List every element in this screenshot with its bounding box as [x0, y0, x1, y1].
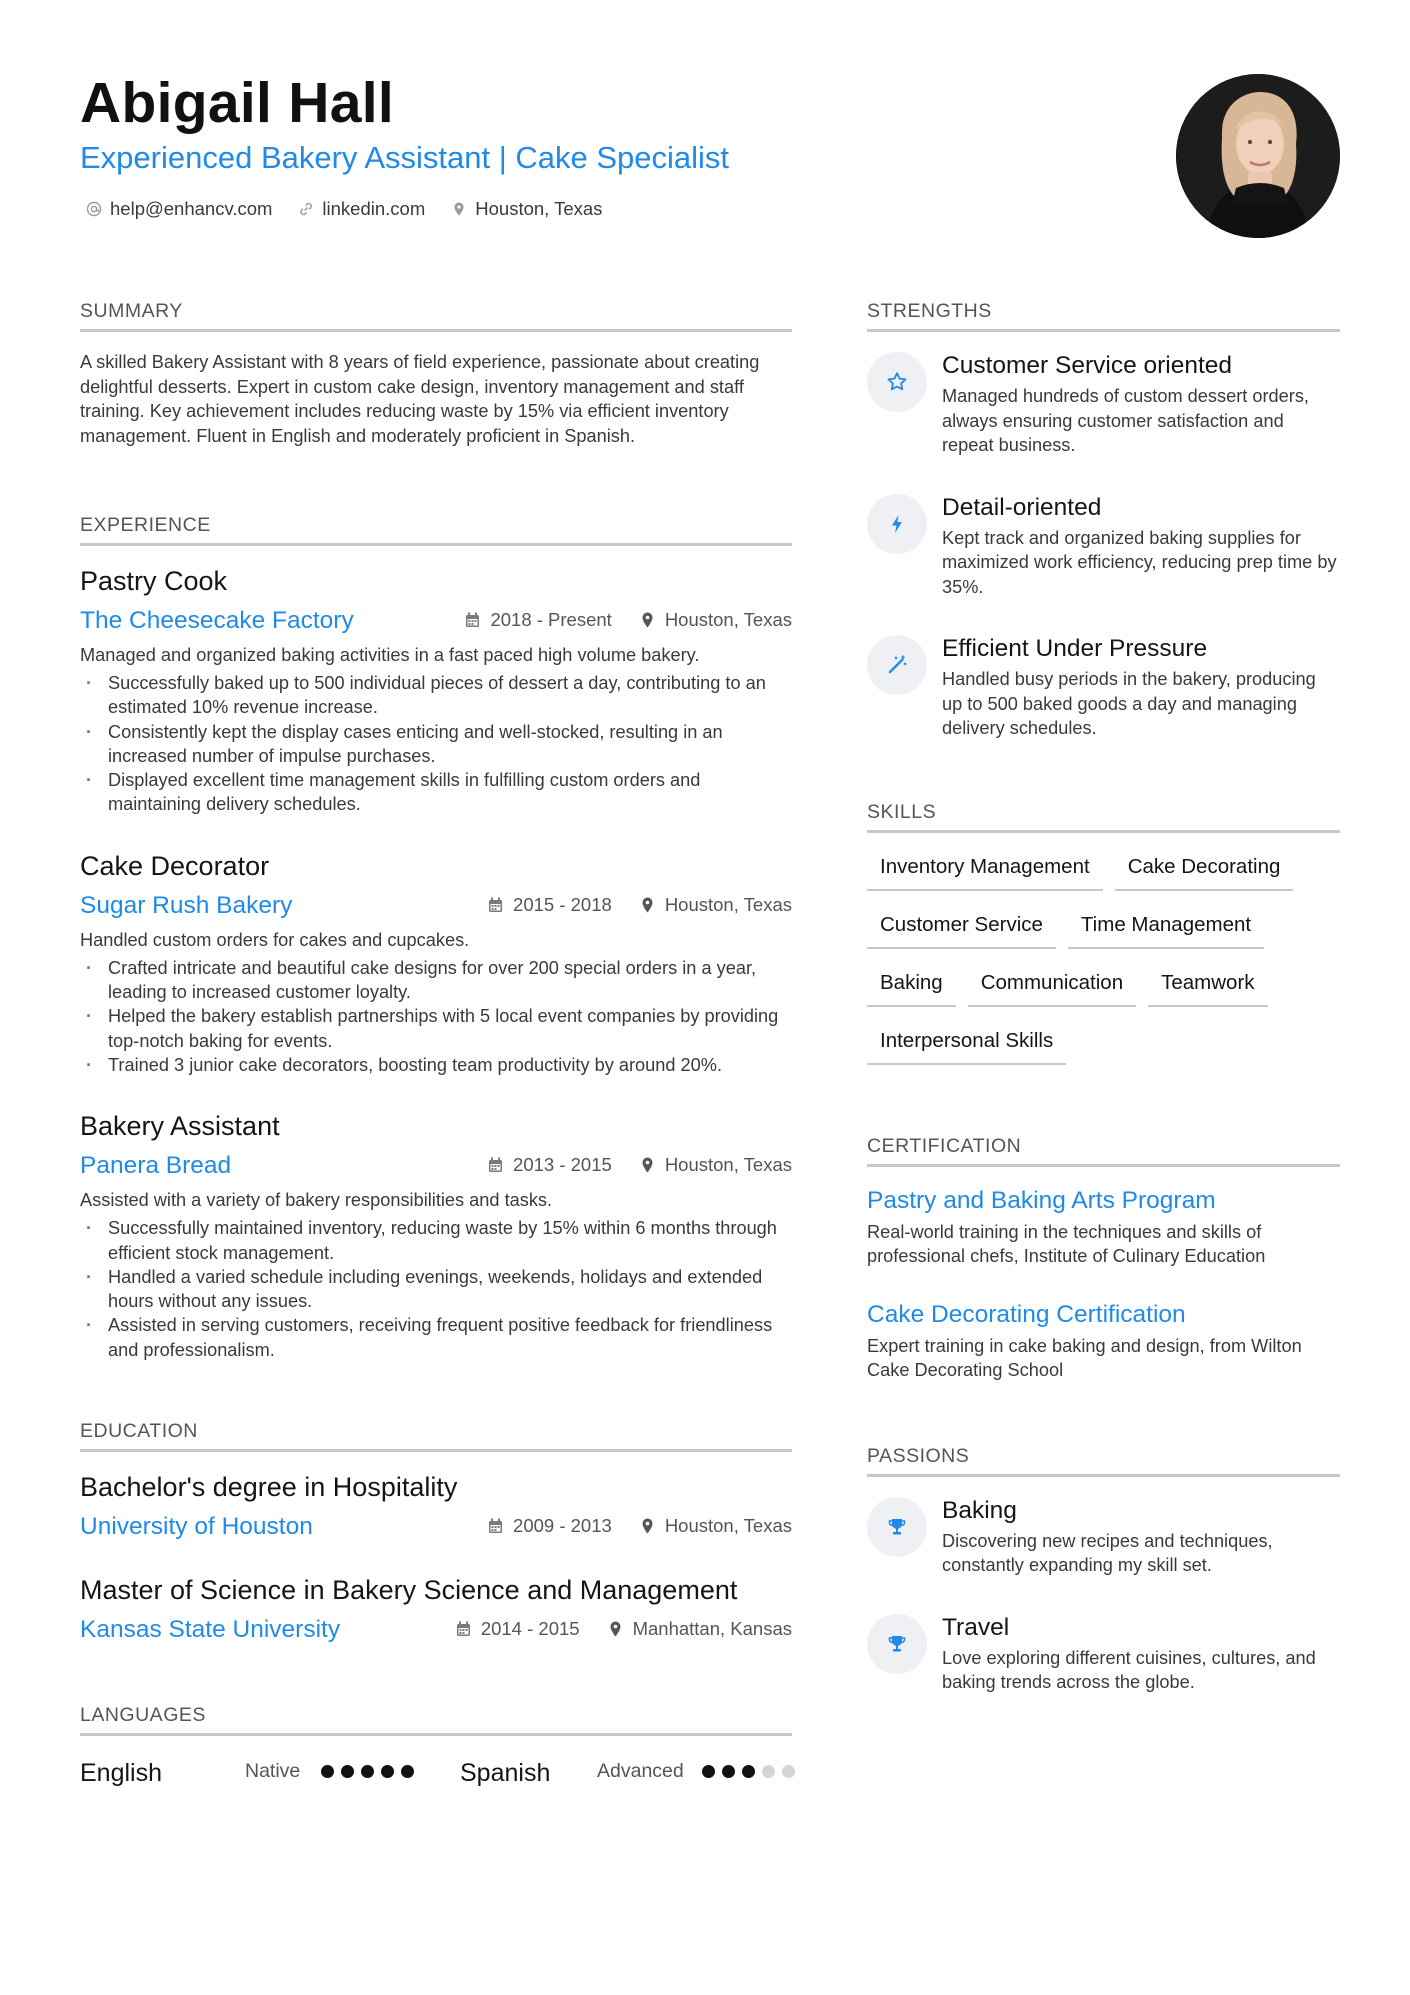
- job-meta-right: [488, 1154, 792, 1176]
- bolt-icon: [885, 512, 909, 536]
- job-bullets: [80, 956, 792, 1077]
- star-icon: [885, 370, 909, 394]
- strength-description: Handled busy periods in the bakery, producing up to 500 baked goods a day and managing delivery schedules.: [942, 669, 1316, 738]
- strength-body: [942, 635, 1340, 741]
- at-icon: [86, 201, 102, 217]
- skills-list: [867, 849, 1340, 1065]
- education-dates-text: 2009 - 2013: [513, 1515, 612, 1537]
- contact-email[interactable]: [86, 198, 272, 220]
- education-location-text: Manhattan, Kansas: [632, 1618, 792, 1640]
- education-location: [640, 1515, 792, 1537]
- passion-body: [942, 1614, 1340, 1695]
- education-section: [80, 1420, 792, 1646]
- job-title: Pastry Cook: [80, 566, 228, 596]
- job-bullet: · Successfully maintained inventory, reducing waste by 15% within 6 months through efficient stock management.: [80, 1216, 792, 1265]
- company-name: The Cheesecake Factory: [80, 607, 354, 634]
- profile-photo-illustration: [1176, 74, 1340, 238]
- experience-item: [80, 566, 792, 817]
- location-pin-icon: [640, 612, 655, 628]
- job-meta-right: [488, 894, 792, 916]
- job-bullet: · Helped the bakery establish partnerships with 5 local event companies by providing top-notch baking for events.: [80, 1004, 792, 1053]
- languages-heading: LANGUAGES: [80, 1704, 792, 1736]
- right-column: [867, 300, 1340, 1695]
- passion-body: [942, 1497, 1340, 1578]
- job-bullet: · Crafted intricate and beautiful cake designs for over 200 special orders in a year, leading to increased customer loyalty.: [80, 956, 792, 1005]
- strengths-section: [867, 300, 1340, 741]
- contact-location: [451, 198, 602, 220]
- job-bullet: · Displayed excellent time management skills in fulfilling custom orders and maintaining delivery schedules.: [80, 768, 792, 817]
- strength-icon-badge: [867, 635, 927, 695]
- language-name: English: [80, 1758, 162, 1787]
- candidate-headline: Experienced Bakery Assistant | Cake Specialist: [80, 140, 730, 175]
- experience-heading: EXPERIENCE: [80, 514, 792, 546]
- skill-tag: Interpersonal Skills: [867, 1023, 1066, 1065]
- magic-wand-icon: [885, 653, 909, 677]
- job-location: [640, 1154, 792, 1176]
- location-pin-icon: [451, 201, 467, 217]
- job-meta: [80, 1150, 792, 1182]
- education-heading: EDUCATION: [80, 1420, 792, 1452]
- education-dates: [488, 1515, 612, 1537]
- experience-item: [80, 1111, 792, 1362]
- strength-title: Efficient Under Pressure: [942, 635, 1208, 662]
- language-name: Spanish: [460, 1758, 551, 1787]
- job-meta: [80, 890, 792, 922]
- education-meta: [80, 1614, 792, 1646]
- calendar-icon: [465, 612, 480, 628]
- school-name: University of Houston: [80, 1513, 313, 1541]
- job-meta-right: [465, 609, 792, 631]
- education-item: [80, 1575, 792, 1646]
- strength-item: [867, 352, 1340, 458]
- rating-dot: [361, 1765, 374, 1778]
- languages-section: [80, 1704, 792, 1790]
- strength-title: Detail-oriented: [942, 493, 1102, 521]
- job-location-text: Houston, Texas: [664, 1154, 792, 1176]
- language-level: Native: [245, 1760, 301, 1783]
- summary-heading: SUMMARY: [80, 300, 792, 332]
- education-meta: [80, 1511, 792, 1543]
- job-location-text: Houston, Texas: [664, 609, 792, 630]
- job-dates: [488, 894, 612, 916]
- school-name: Kansas State University: [80, 1616, 341, 1644]
- education-location-text: Houston, Texas: [664, 1515, 792, 1537]
- location-pin-icon: [640, 1518, 655, 1534]
- strength-body: [942, 494, 1340, 600]
- passions-section: [867, 1445, 1340, 1695]
- job-location-text: Houston, Texas: [664, 893, 792, 915]
- language-level: Advanced: [597, 1760, 684, 1783]
- rating-dot: [742, 1765, 755, 1778]
- strength-description: Kept track and organized baking supplies for maximized work efficiency, reducing prep time by 35%.: [942, 527, 1337, 597]
- job-dates-text: 2015 - 2018: [513, 893, 612, 915]
- left-column: [80, 300, 792, 1790]
- strength-item: [867, 494, 1340, 600]
- education-location: [608, 1618, 792, 1640]
- job-dates-text: 2013 - 2015: [513, 1154, 612, 1176]
- skill-tag: Cake Decorating: [1115, 849, 1294, 891]
- job-bullet: · Successfully baked up to 500 individual pieces of dessert a day, contributing to an estimated 10% revenue increase.: [80, 671, 792, 720]
- rating-dot: [702, 1765, 715, 1778]
- skill-tag: Customer Service: [867, 907, 1056, 949]
- strength-description: Managed hundreds of custom dessert orders, always ensuring customer satisfaction and repeat business.: [942, 386, 1309, 455]
- rating-dot: [381, 1765, 394, 1778]
- trophy-icon: [885, 1632, 909, 1656]
- certification-title: Cake Decorating Certification: [867, 1300, 1186, 1328]
- certification-heading: CERTIFICATION: [867, 1135, 1340, 1167]
- contact-linkedin-text: linkedin.com: [322, 198, 426, 219]
- skill-tag: Inventory Management: [867, 849, 1103, 891]
- education-meta-right: [488, 1515, 792, 1537]
- education-meta-right: [456, 1618, 792, 1640]
- job-dates: [465, 609, 611, 631]
- profile-photo: [1176, 74, 1340, 238]
- summary-section: [80, 300, 792, 448]
- rating-dot: [401, 1765, 414, 1778]
- certification-description: Expert training in cake baking and design, from Wilton Cake Decorating School: [867, 1335, 1302, 1380]
- strength-title: Customer Service oriented: [942, 352, 1233, 379]
- location-pin-icon: [608, 1621, 623, 1637]
- rating-dot: [782, 1765, 795, 1778]
- job-meta: [80, 605, 792, 637]
- job-description: Assisted with a variety of bakery responsibilities and tasks.: [80, 1190, 553, 1211]
- company-name: Panera Bread: [80, 1152, 232, 1180]
- skills-heading: SKILLS: [867, 801, 1340, 833]
- passion-item: [867, 1497, 1340, 1578]
- contact-linkedin[interactable]: [298, 198, 425, 220]
- strength-icon-badge: [867, 352, 927, 412]
- certification-title: Pastry and Baking Arts Program: [867, 1186, 1216, 1214]
- passion-title: Travel: [942, 1613, 1010, 1641]
- job-location: [640, 609, 792, 631]
- summary-text: A skilled Bakery Assistant with 8 years of field experience, passionate about creating delightful desserts. Expert in custom cake design, inventory management and staff training. Key achievement includes reducing waste by 15% via efficient inventory management. Fluent in English and moderately proficient in Spanish.: [80, 352, 760, 446]
- languages-row: [80, 1756, 792, 1790]
- language-rating: [321, 1765, 414, 1778]
- education-item: [80, 1472, 792, 1543]
- location-pin-icon: [640, 897, 655, 913]
- calendar-icon: [456, 1621, 471, 1637]
- job-bullets: [80, 1216, 792, 1362]
- contact-bar: [86, 198, 602, 220]
- job-bullets: [80, 671, 792, 817]
- calendar-icon: [488, 1157, 503, 1173]
- passion-title: Baking: [942, 1496, 1017, 1524]
- passion-description: Discovering new recipes and techniques, constantly expanding my skill set.: [942, 1530, 1273, 1575]
- location-pin-icon: [640, 1157, 655, 1173]
- job-description: Managed and organized baking activities in a fast paced high volume bakery.: [80, 645, 700, 665]
- job-title: Cake Decorator: [80, 850, 270, 881]
- education-dates-text: 2014 - 2015: [480, 1618, 580, 1640]
- company-name: Sugar Rush Bakery: [80, 891, 293, 919]
- trophy-icon: [885, 1515, 909, 1539]
- rating-dot: [722, 1765, 735, 1778]
- contact-location-text: Houston, Texas: [475, 198, 603, 219]
- skill-tag: Baking: [867, 965, 956, 1007]
- rating-dot: [762, 1765, 775, 1778]
- experience-item: [80, 851, 792, 1077]
- experience-section: [80, 514, 792, 1362]
- certification-item: [867, 1301, 1340, 1383]
- job-bullet: · Trained 3 junior cake decorators, boosting team productivity by around 20%.: [80, 1053, 792, 1077]
- skill-tag: Communication: [968, 965, 1136, 1007]
- skill-tag: Time Management: [1068, 907, 1264, 949]
- certification-section: [867, 1135, 1340, 1383]
- job-dates-text: 2018 - Present: [490, 609, 612, 630]
- degree-title: Bachelor's degree in Hospitality: [80, 1472, 458, 1503]
- passion-icon-badge: [867, 1497, 927, 1557]
- link-icon: [298, 201, 314, 217]
- certification-item: [867, 1187, 1340, 1269]
- language-rating: [702, 1765, 795, 1778]
- passions-heading: PASSIONS: [867, 1445, 1340, 1477]
- job-location: [640, 894, 792, 916]
- strengths-heading: STRENGTHS: [867, 300, 1340, 332]
- calendar-icon: [488, 897, 503, 913]
- passion-item: [867, 1614, 1340, 1695]
- job-bullet: · Consistently kept the display cases enticing and well-stocked, resulting in an increased number of impulse purchases.: [80, 720, 792, 769]
- certification-description: Real-world training in the techniques and skills of professional chefs, Institute of Culinary Education: [867, 1221, 1266, 1266]
- degree-title: Master of Science in Bakery Science and Management: [80, 1575, 738, 1606]
- job-bullet: · Handled a varied schedule including evenings, weekends, holidays and extended hours without any issues.: [80, 1265, 792, 1314]
- rating-dot: [341, 1765, 354, 1778]
- candidate-name: Abigail Hall: [80, 71, 394, 135]
- education-dates: [456, 1618, 580, 1640]
- job-dates: [488, 1154, 612, 1176]
- calendar-icon: [488, 1518, 503, 1534]
- contact-email-text: help@enhancv.com: [110, 198, 273, 219]
- passion-icon-badge: [867, 1614, 927, 1674]
- skill-tag: Teamwork: [1148, 965, 1267, 1007]
- skills-section: [867, 801, 1340, 1065]
- rating-dot: [321, 1765, 334, 1778]
- job-description: Handled custom orders for cakes and cupcakes.: [80, 929, 470, 950]
- passion-description: Love exploring different cuisines, cultures, and baking trends across the globe.: [942, 1647, 1316, 1692]
- job-title: Bakery Assistant: [80, 1111, 280, 1142]
- strength-icon-badge: [867, 494, 927, 554]
- job-bullet: · Assisted in serving customers, receiving frequent positive feedback for friendliness and professionalism.: [80, 1313, 792, 1362]
- strength-body: [942, 352, 1340, 458]
- strength-item: [867, 635, 1340, 741]
